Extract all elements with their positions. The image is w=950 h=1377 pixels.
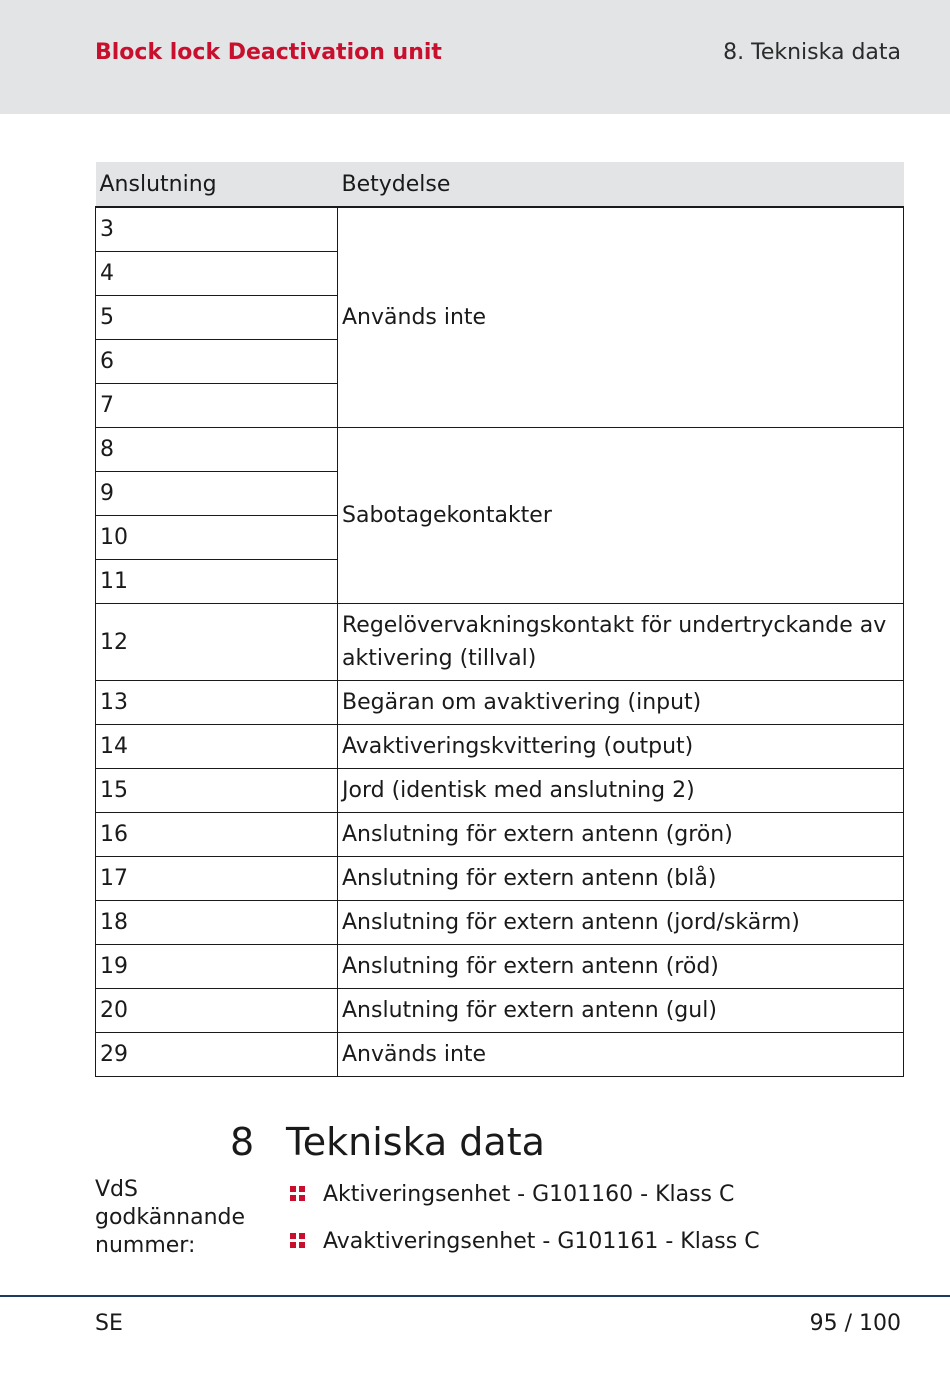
red-square-bullet-icon bbox=[290, 1186, 306, 1202]
list-item-text: Avaktiveringsenhet - G101161 - Klass C bbox=[323, 1229, 760, 1254]
page-number: 95 / 100 bbox=[809, 1311, 901, 1336]
meaning-cell: Avaktiveringskvittering (output) bbox=[338, 725, 904, 769]
product-title: Block lock Deactivation unit bbox=[95, 40, 442, 65]
table-row bbox=[96, 769, 904, 813]
connection-table bbox=[95, 162, 904, 1077]
meaning-cell: Begäran om avaktivering (input) bbox=[338, 681, 904, 725]
connection-cell: 29 bbox=[96, 1033, 338, 1077]
connection-cell: 17 bbox=[96, 857, 338, 901]
connection-cell: 4 bbox=[96, 252, 338, 296]
connection-cell: 19 bbox=[96, 945, 338, 989]
meaning-cell: Anslutning för extern antenn (blå) bbox=[338, 857, 904, 901]
meaning-cell: Anslutning för extern antenn (grön) bbox=[338, 813, 904, 857]
connection-cell: 15 bbox=[96, 769, 338, 813]
table-row bbox=[96, 681, 904, 725]
connection-cell: 18 bbox=[96, 901, 338, 945]
meaning-cell: Anslutning för extern antenn (jord/skärm) bbox=[338, 901, 904, 945]
table-row bbox=[96, 989, 904, 1033]
footer-divider bbox=[0, 1295, 950, 1297]
table-header-row bbox=[96, 162, 904, 207]
meaning-cell: Jord (identisk med anslutning 2) bbox=[338, 769, 904, 813]
vds-approval-label: VdS godkännande nummer: bbox=[95, 1177, 246, 1258]
connection-cell: 12 bbox=[96, 604, 338, 681]
red-square-bullet-icon bbox=[290, 1233, 306, 1249]
page-header bbox=[0, 0, 950, 114]
connection-cell: 7 bbox=[96, 384, 338, 428]
chapter-title: 8. Tekniska data bbox=[723, 40, 901, 65]
connection-cell: 11 bbox=[96, 560, 338, 604]
connection-cell: 13 bbox=[96, 681, 338, 725]
meaning-cell: Anslutning för extern antenn (röd) bbox=[338, 945, 904, 989]
meaning-cell: Sabotagekontakter bbox=[338, 428, 904, 604]
connection-cell: 8 bbox=[96, 428, 338, 472]
column-header-connection: Anslutning bbox=[96, 162, 338, 207]
table-row bbox=[96, 901, 904, 945]
meaning-cell: Används inte bbox=[338, 207, 904, 428]
list-item bbox=[290, 1180, 760, 1227]
meaning-cell: Regelövervakningskontakt för undertryckande av aktivering (tillval) bbox=[338, 604, 904, 681]
connection-cell: 3 bbox=[96, 207, 338, 252]
connection-cell: 16 bbox=[96, 813, 338, 857]
connection-cell: 6 bbox=[96, 340, 338, 384]
connection-cell: 5 bbox=[96, 296, 338, 340]
table-row bbox=[96, 428, 904, 472]
table-row bbox=[96, 1033, 904, 1077]
table-row bbox=[96, 945, 904, 989]
list-item bbox=[290, 1227, 760, 1274]
meaning-cell: Anslutning för extern antenn (gul) bbox=[338, 989, 904, 1033]
list-item-text: Aktiveringsenhet - G101160 - Klass C bbox=[323, 1182, 735, 1207]
meaning-cell: Används inte bbox=[338, 1033, 904, 1077]
column-header-meaning: Betydelse bbox=[338, 162, 904, 207]
section-number: 8 bbox=[230, 1120, 255, 1164]
table-row bbox=[96, 813, 904, 857]
table-row bbox=[96, 207, 904, 252]
table-row bbox=[96, 604, 904, 681]
connection-cell: 10 bbox=[96, 516, 338, 560]
approval-list bbox=[290, 1180, 760, 1274]
footer-language: SE bbox=[95, 1311, 123, 1336]
table-row bbox=[96, 725, 904, 769]
connection-cell: 9 bbox=[96, 472, 338, 516]
table-row bbox=[96, 857, 904, 901]
connection-cell: 14 bbox=[96, 725, 338, 769]
connection-cell: 20 bbox=[96, 989, 338, 1033]
section-title: Tekniska data bbox=[286, 1120, 545, 1164]
